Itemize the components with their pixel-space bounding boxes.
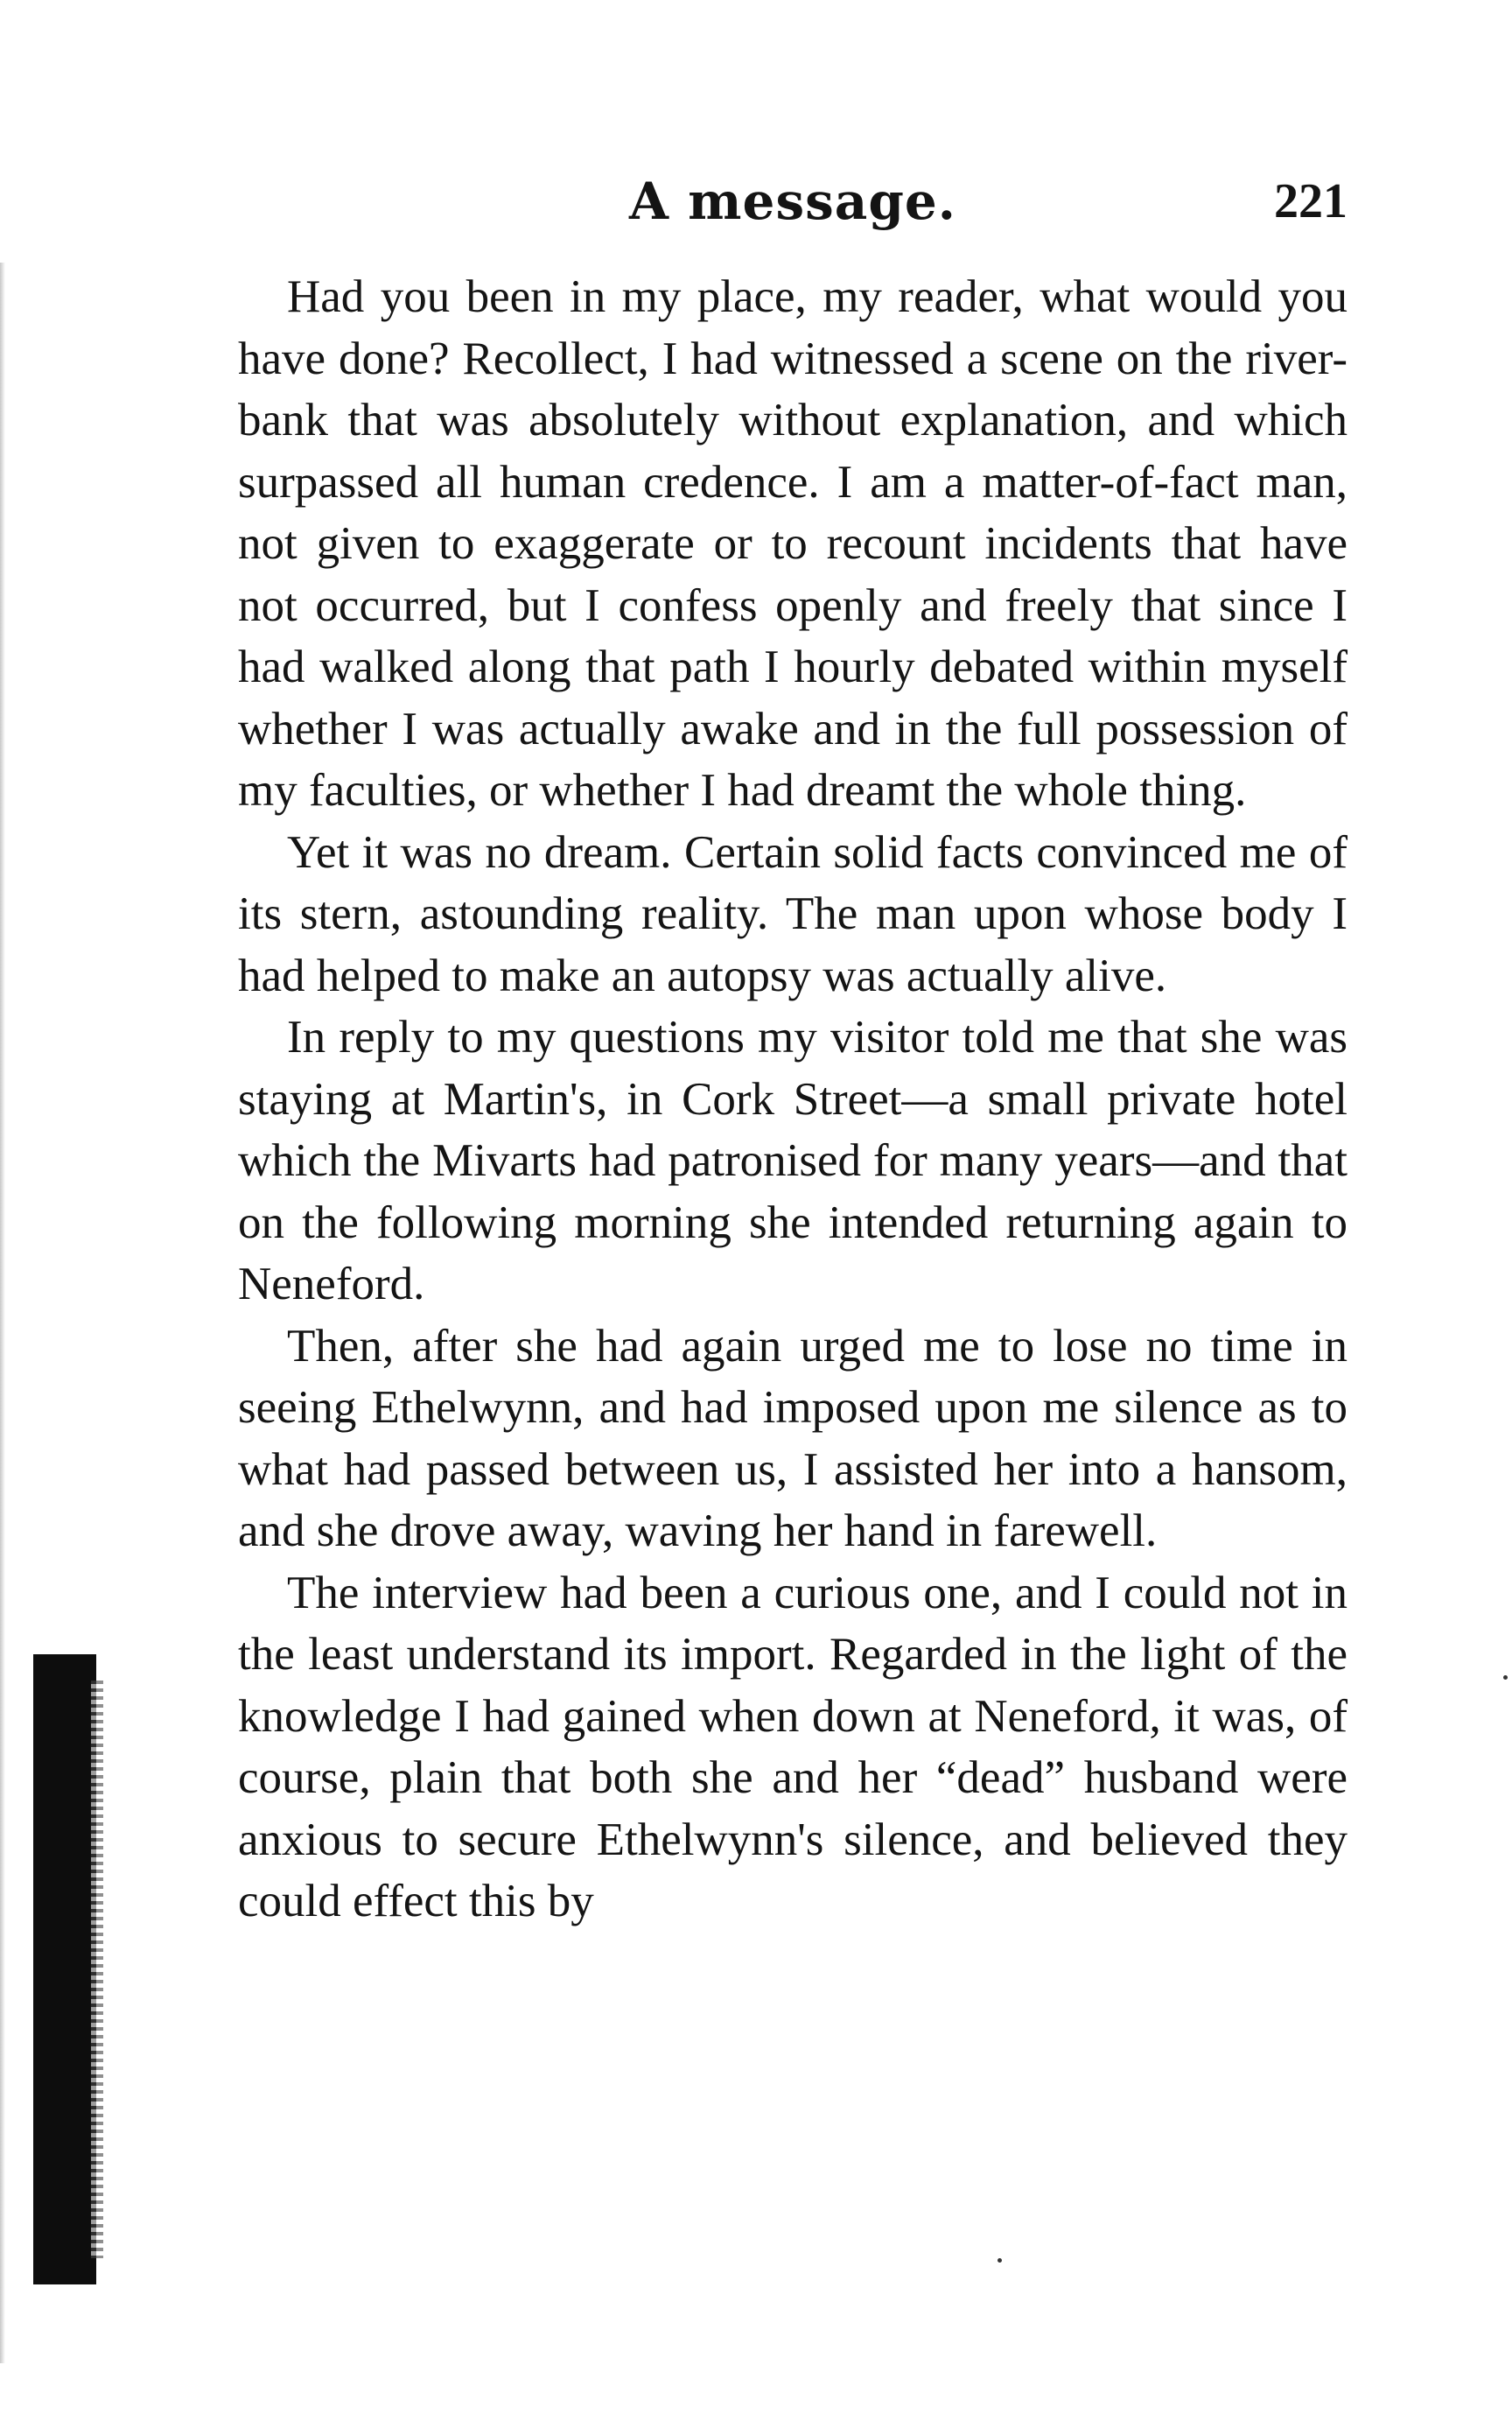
page-header <box>238 172 1348 242</box>
scan-speck <box>998 2258 1002 2263</box>
binding-shadow <box>33 1654 96 2284</box>
binding-shadow-fringe <box>91 1681 103 2258</box>
running-head: A message. <box>628 172 956 231</box>
paragraph-2: Yet it was no dream. Certain solid facts convinced me of its stern, astounding reality. The man upon whose body I had helped to make an autopsy was actually alive. <box>238 826 1348 1001</box>
scan-edge <box>0 263 5 2363</box>
body-text <box>238 266 1348 1933</box>
paragraph-4: Then, after she had again urged me to lose no time in seeing Ethelwynn, and had imposed upon me silence as to what had passed between us, I assisted her into a hansom, and she drove away, waving her hand in farewell. <box>238 1320 1348 1556</box>
paragraph-3: In reply to my questions my visitor told me that she was staying at Martin's, in Cork Street—a small private hotel which the Mivarts had patronised for many years—and that on the following morning she intended returning again to Neneford. <box>238 1012 1348 1309</box>
scan-speck <box>1503 1675 1508 1680</box>
paragraph-1: Had you been in my place, my reader, what would you have done? Recollect, I had witnessed a scene on the river-bank that was absolutely without explanation, and which surpassed all human credence. I am a matter-of-fact man, not given to exaggerate or to recount incidents that have not occurred, but I confess openly and freely that since I had walked along that path I hourly debated within myself whether I was actually awake and in the full possession of my faculties, or whether I had dreamt the whole thing. <box>238 271 1348 816</box>
paragraph-5: The interview had been a curious one, and I could not in the least understand its import. Regarded in the light of the knowledge I had gained when down at Neneford, it was, of course, plain that both she and her “dead” husband were anxious to secure Ethelwynn's silence, and believed they could effect this by <box>238 1567 1348 1926</box>
page-number: 221 <box>1274 174 1348 228</box>
